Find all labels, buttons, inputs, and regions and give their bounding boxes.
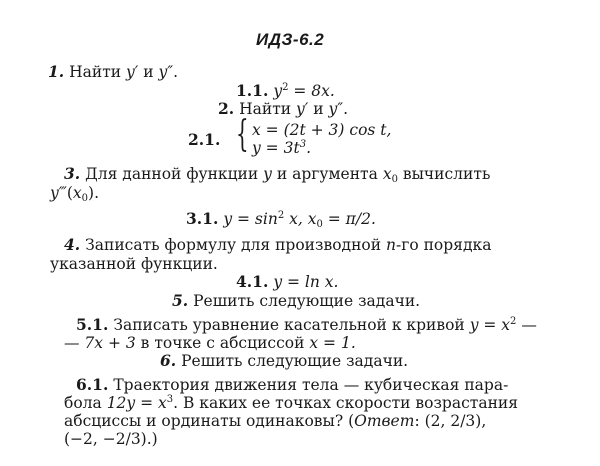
problem-2-1-row-1: x = (2t + 3) cos t, (252, 121, 392, 139)
problem-1-1 (236, 82, 335, 100)
section-3-arg-x: x (72, 184, 82, 202)
section-1-number: 1. (48, 62, 65, 81)
problem-3-1-c: = π/2. (322, 210, 376, 228)
section-2-text: Найти (239, 100, 297, 118)
section-1-y-prime: y′ (126, 63, 139, 81)
section-3-x-sub: 0 (391, 174, 398, 185)
problem-4-1-equation: y = ln x. (273, 273, 339, 291)
problem-2-1-row-2 (252, 139, 311, 157)
section-5-heading (172, 292, 420, 310)
section-2-number: 2. (218, 99, 235, 118)
problem-6-1-curve: 12y = x (106, 394, 167, 412)
section-3-number: 3. (64, 164, 81, 183)
section-4-line-1 (64, 236, 491, 254)
section-3-text-a: Для данной функции (85, 165, 264, 183)
problem-6-1-line-3 (64, 412, 486, 430)
section-1-dot: . (173, 63, 178, 81)
problem-6-1-exponent: 3 (166, 394, 174, 405)
problem-6-1-text-2b: . В каких ее точках скорости возрастания (173, 394, 519, 412)
problem-3-1 (186, 210, 376, 228)
problem-2-1-label: 2.1. (188, 130, 221, 149)
section-4-number: 4. (64, 235, 81, 254)
section-6-number: 6. (160, 351, 177, 370)
problem-1-1-lhs: y (273, 82, 283, 100)
problem-5-1-text-a: Записать уравнение касательной к кривой (113, 316, 470, 334)
problem-6-1-line-4: (−2, −2/3).) (64, 430, 158, 448)
problem-5-1-number: 5.1. (76, 315, 109, 334)
problem-1-1-exponent: 2 (282, 82, 289, 93)
problem-1-1-number: 1.1. (236, 81, 269, 100)
section-2-y-prime: y′ (296, 100, 309, 118)
section-3-line-1 (64, 165, 490, 183)
section-3-text-c: вычислить (397, 165, 491, 183)
problem-6-1-number: 6.1. (76, 375, 109, 394)
section-4-text-b: -го порядка (395, 236, 492, 254)
section-1-text: Найти (69, 63, 127, 81)
problem-6-1-text-2a: бола (64, 394, 107, 412)
problem-6-1-line-2 (64, 394, 518, 412)
problem-2-1-row-2-exponent: 3 (299, 139, 307, 150)
problem-6-1-line-1 (76, 376, 508, 394)
section-4-text-a: Записать формулу для производной (85, 236, 386, 254)
problem-5-1-dash: — (516, 316, 537, 334)
problem-2-1-number (188, 131, 220, 149)
section-6-heading (160, 352, 408, 370)
problem-6-1-text-1: Траектория движения тела — кубическая пара- (113, 376, 509, 394)
section-1-and: и (138, 63, 159, 81)
section-1-heading (48, 63, 178, 81)
section-2-and: и (308, 100, 329, 118)
section-4-n: n (386, 236, 396, 254)
problem-4-1 (236, 273, 338, 291)
section-2-y-double-prime: y″ (328, 100, 344, 118)
section-3-x: x (382, 165, 392, 183)
problem-6-1-answer-1: : (2, 2/3), (414, 412, 487, 430)
section-3-line-2 (50, 184, 99, 202)
problem-6-1-text-3a: абсциссы и ординаты одинаковы? ( (64, 412, 355, 430)
section-1-y-double-prime: y″ (158, 63, 174, 81)
problem-3-1-b: x, x (284, 210, 317, 228)
section-5-number: 5. (172, 291, 189, 310)
section-3-text-b: и аргумента (271, 165, 383, 183)
section-3-y-triple-prime: y‴ (50, 184, 67, 202)
problem-5-1-continuation: — 7x + 3 (64, 334, 136, 352)
problem-3-1-number: 3.1. (186, 209, 219, 228)
problem-3-1-a: y = sin (223, 210, 278, 228)
problem-5-1-exponent: 2 (510, 316, 517, 327)
section-2-dot: . (343, 100, 348, 118)
problem-5-1-line-1 (76, 316, 537, 334)
section-3-arg-x-sub: 0 (81, 193, 89, 204)
section-3-y: y (263, 165, 272, 183)
problem-5-1-point: x = 1. (309, 334, 356, 352)
problem-3-1-exponent: 2 (277, 210, 285, 221)
problem-5-1-curve: y = x (469, 316, 511, 334)
section-3-paren-open: ( (66, 184, 73, 202)
problem-2-1-row-2-eq: y = 3t (252, 139, 300, 157)
section-4-line-2: указанной функции. (50, 255, 218, 273)
problem-2-1-row-2-dot: . (306, 139, 312, 157)
problem-6-1-answer-label: Ответ (354, 412, 415, 430)
section-6-text: Решить следующие задачи. (181, 352, 409, 370)
problem-1-1-rhs: = 8x. (288, 82, 335, 100)
section-5-text: Решить следующие задачи. (193, 292, 421, 310)
document-title: ИДЗ-6.2 (256, 30, 325, 49)
section-3-paren-close: ). (88, 184, 99, 202)
problem-5-1-text-b: в точке с абсциссой (135, 334, 310, 352)
system-brace: { (236, 114, 249, 155)
problem-4-1-number: 4.1. (236, 272, 269, 291)
problem-3-1-sub: 0 (316, 219, 323, 230)
problem-5-1-line-2 (64, 334, 356, 352)
